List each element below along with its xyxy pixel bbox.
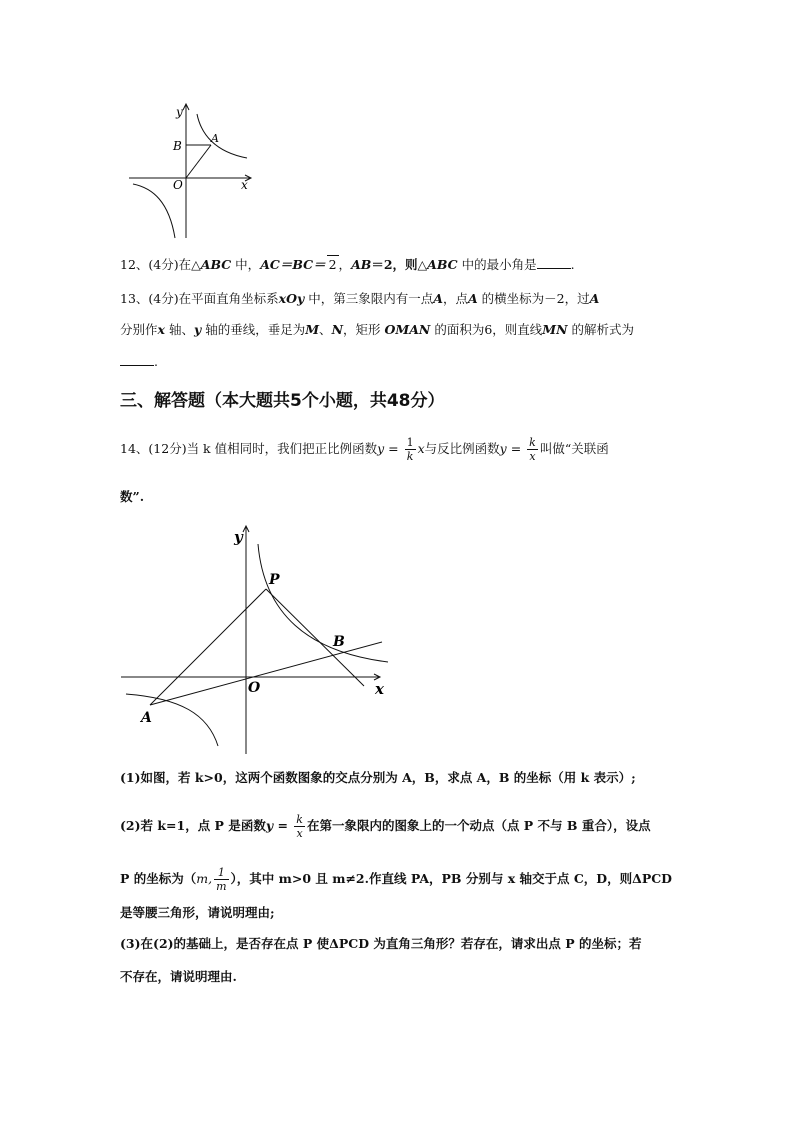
hyperbola-branch-third-quadrant [126, 694, 218, 746]
part2-frac-den: m [216, 880, 227, 893]
q13-text: 分别作 [120, 322, 158, 337]
answer-blank [120, 353, 154, 366]
fig1-label-o: O [173, 178, 183, 192]
q13-text: 、 [319, 322, 332, 337]
q14-f1-num: 1 [406, 436, 414, 449]
part-2-line-1 [120, 813, 651, 840]
fig1-label-x: x [241, 178, 248, 192]
q13-text: 轴的垂线，垂足为 [201, 322, 306, 337]
hyperbola-branch-first-quadrant [197, 114, 247, 158]
q14-number: 14、(12分) [120, 441, 187, 456]
q12-ac-bc: AC＝BC＝ [260, 257, 326, 272]
fig2-label-b: B [333, 634, 345, 650]
q13-text: 的解析式为 [567, 322, 635, 337]
question-13-line-1 [120, 290, 599, 308]
q13-text: . [154, 354, 158, 369]
q14-f2-num: k [529, 436, 536, 449]
q14-text: 与反比例函数 [424, 441, 500, 456]
question-13-line-3 [120, 353, 158, 371]
question-12 [120, 255, 575, 274]
part2-text: 在第一象限内的图象上的一个动点（点 P 不与 B 重合），设点 [306, 818, 651, 833]
q13-point-a: A [589, 291, 600, 306]
fig1-label-b: B [173, 139, 182, 153]
q13-y: y [193, 322, 202, 337]
q13-text: ，点 [442, 291, 468, 306]
part-3-line-1: (3)在(2)的基础上，是否存在点 P 使ΔPCD 为直角三角形？若存在，请求出点 P 的坐标；若 [120, 936, 642, 951]
q14-fraction-1 [405, 436, 416, 463]
q12-ab: AB [351, 257, 372, 272]
part2-fraction-m [214, 866, 228, 893]
q14-f1-eq: = [384, 441, 403, 456]
q13-text: 在平面直角坐标系 [178, 291, 279, 306]
hyperbola-branch-third-quadrant [133, 184, 175, 238]
part2-fraction [294, 813, 305, 840]
q12-text: 在△ [178, 257, 201, 272]
q14-f1-x: x [417, 441, 425, 456]
part2-text: (2)若 k=1，点 P 是函数 [120, 818, 266, 833]
q13-text: 的横坐标为－2，过 [477, 291, 590, 306]
q12-text: ＝2，则△ [371, 257, 428, 272]
q13-text: 的面积为6，则直线 [430, 322, 543, 337]
q14-fraction-2 [527, 436, 538, 463]
q14-f2-den: x [529, 450, 536, 463]
part-1: (1)如图，若 k>0，这两个函数图象的交点分别为 A，B，求点 A，B 的坐标（用 k 表示）; [120, 770, 636, 785]
q13-mn: MN [542, 322, 568, 337]
q13-text: ，矩形 [343, 322, 385, 337]
fig2-label-o: O [248, 680, 261, 696]
q14-text: 叫做“关联函 [539, 441, 609, 456]
q13-text: 轴、 [164, 322, 194, 337]
q12-sqrt: 2 [328, 257, 337, 272]
q13-oman: OMAN [384, 322, 431, 337]
part2-frac-num: 1 [214, 866, 228, 880]
fig2-label-a: A [141, 710, 152, 726]
fig1-label-y: y [176, 105, 183, 119]
line-ab [150, 642, 382, 705]
q14-f1-y: y [377, 441, 385, 456]
fig1-label-a: A [211, 132, 219, 145]
hyperbola-branch-first-quadrant [258, 544, 388, 662]
part2-f-num: k [296, 813, 303, 826]
q14-text: 当 k 值相同时，我们把正比例函数 [186, 441, 378, 456]
hyperbola-figure-2 [118, 522, 398, 758]
fig2-label-p: P [269, 572, 280, 588]
part-2-line-3: 是等腰三角形，请说明理由; [120, 905, 275, 920]
question-14-line-2: 数”. [120, 489, 145, 504]
q12-text: 中， [231, 257, 261, 272]
question-14-line-1 [120, 436, 609, 463]
question-13-line-2 [120, 321, 634, 339]
q12-abc: ABC [427, 257, 458, 272]
line-pb [266, 589, 364, 686]
q12-text: ， [338, 257, 352, 272]
segment-oa [186, 145, 211, 178]
q13-m: M [305, 322, 320, 337]
q13-x: x [157, 322, 165, 337]
q12-abc: ABC [200, 257, 232, 272]
section-heading: 三、解答题（本大题共5个小题，共48分） [120, 391, 445, 411]
hyperbola-figure-1 [125, 98, 260, 240]
q13-n: N [331, 322, 343, 337]
part2-f-den: x [296, 827, 303, 840]
q12-text: . [570, 257, 575, 272]
part2-m: m, [196, 871, 213, 886]
q14-f1-den: k [406, 450, 414, 463]
q12-number: 12、(4分) [120, 257, 179, 272]
part2-text: P 的坐标为（ [120, 871, 197, 886]
q14-f2-y: y [499, 441, 507, 456]
part2-f-eq: = [273, 818, 293, 833]
q13-xoy: xOy [278, 291, 305, 306]
part-3-line-2: 不存在，请说明理由. [120, 969, 237, 984]
fig2-label-x: x [375, 680, 384, 698]
q13-number: 13、(4分) [120, 291, 179, 306]
q14-f2-eq: = [506, 441, 526, 456]
q13-point-a: A [433, 291, 443, 306]
q13-point-a: A [467, 291, 478, 306]
fig2-label-y: y [234, 528, 243, 546]
part2-text: ），其中 m>0 且 m≠2.作直线 PA，PB 分别与 x 轴交于点 C，D，则ΔPCD [230, 871, 673, 886]
part2-f-y: y [265, 818, 274, 833]
q12-text: 中的最小角是 [457, 257, 537, 272]
answer-blank [537, 256, 571, 269]
part-2-line-2 [120, 866, 672, 893]
q13-text: 中，第三象限内有一点 [304, 291, 434, 306]
